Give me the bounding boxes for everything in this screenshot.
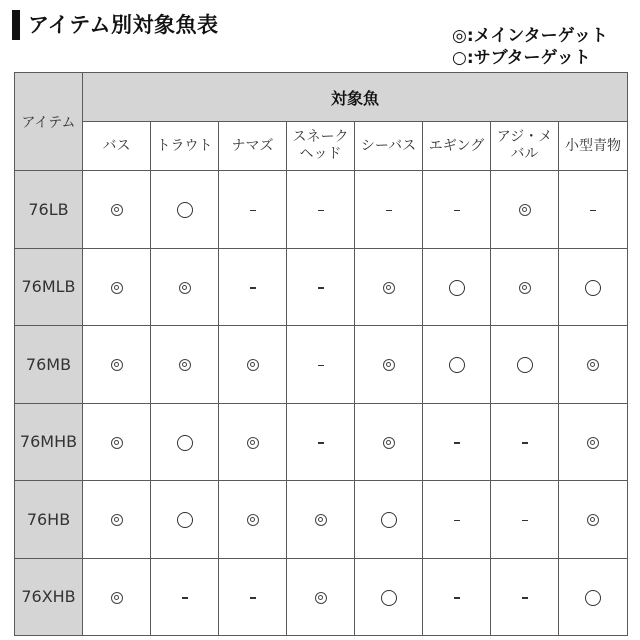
mark-value — [193, 510, 194, 511]
target-mark-cell — [491, 171, 559, 249]
circle-icon — [177, 435, 193, 451]
target-mark-cell — [491, 248, 559, 326]
target-mark-cell — [151, 248, 219, 326]
target-mark-cell — [287, 248, 355, 326]
double-circle-icon — [247, 359, 259, 371]
dash-icon — [454, 442, 460, 444]
mark-value — [123, 587, 124, 588]
target-mark-cell — [355, 171, 423, 249]
dash-icon — [318, 210, 324, 212]
dash-icon — [454, 520, 460, 522]
mark-value — [599, 432, 600, 433]
table-row — [15, 558, 628, 636]
target-mark-cell — [219, 558, 287, 636]
table-row — [15, 481, 628, 559]
target-mark-cell — [287, 403, 355, 481]
legend-main-target: ◎:メインターゲット — [452, 26, 608, 46]
target-mark-cell — [83, 403, 151, 481]
double-circle-icon — [247, 514, 259, 526]
page-title: アイテム別対象魚表 — [28, 13, 219, 37]
dash-icon — [454, 210, 460, 212]
item-name: 76LB — [15, 171, 83, 249]
mark-value — [193, 200, 194, 201]
mark-value — [392, 200, 393, 201]
target-mark-cell — [287, 558, 355, 636]
mark-value — [395, 277, 396, 278]
mark-value — [395, 432, 396, 433]
target-mark-cell — [559, 326, 628, 404]
mark-value — [188, 587, 189, 588]
double-circle-icon — [383, 359, 395, 371]
target-mark-cell — [287, 171, 355, 249]
mark-value — [256, 587, 257, 588]
item-name: 76MHB — [15, 403, 83, 481]
mark-value — [460, 432, 461, 433]
item-name: 76MLB — [15, 248, 83, 326]
mark-value — [531, 200, 532, 201]
mark-value — [259, 432, 260, 433]
mark-value — [460, 200, 461, 201]
double-circle-icon — [587, 514, 599, 526]
target-mark-cell — [559, 558, 628, 636]
mark-value — [531, 277, 532, 278]
target-mark-cell — [355, 481, 423, 559]
target-mark-cell — [559, 248, 628, 326]
table-row — [15, 248, 628, 326]
target-mark-cell — [151, 558, 219, 636]
double-circle-icon — [315, 592, 327, 604]
dash-icon — [522, 520, 528, 522]
mark-value — [193, 432, 194, 433]
mark-value — [465, 277, 466, 278]
target-mark-cell — [287, 481, 355, 559]
dash-icon — [522, 442, 528, 444]
mark-value — [460, 587, 461, 588]
circle-icon — [381, 512, 397, 528]
species-header: バス — [83, 122, 151, 171]
mark-value — [327, 587, 328, 588]
double-circle-icon — [179, 359, 191, 371]
table-row — [15, 171, 628, 249]
circle-icon — [449, 357, 465, 373]
target-mark-cell — [219, 403, 287, 481]
circle-icon — [177, 512, 193, 528]
mark-value — [460, 510, 461, 511]
double-circle-icon — [247, 437, 259, 449]
target-mark-cell — [423, 248, 491, 326]
double-circle-icon — [587, 359, 599, 371]
target-mark-cell — [151, 481, 219, 559]
target-mark-cell — [219, 171, 287, 249]
mark-value — [528, 510, 529, 511]
target-mark-cell — [83, 248, 151, 326]
species-header: エギング — [423, 122, 491, 171]
target-mark-cell — [423, 481, 491, 559]
double-circle-icon — [587, 437, 599, 449]
target-mark-cell — [559, 481, 628, 559]
target-mark-cell — [219, 248, 287, 326]
target-mark-cell — [423, 171, 491, 249]
circle-icon — [449, 280, 465, 296]
mark-value — [397, 587, 398, 588]
circle-icon — [585, 590, 601, 606]
mark-value — [528, 432, 529, 433]
dash-icon — [318, 287, 324, 289]
dash-icon — [182, 597, 188, 599]
double-circle-icon — [111, 514, 123, 526]
mark-value — [256, 200, 257, 201]
mark-value — [327, 510, 328, 511]
dash-icon — [250, 210, 256, 212]
circle-icon — [381, 590, 397, 606]
target-mark-cell — [83, 481, 151, 559]
species-header: 小型青物 — [559, 122, 628, 171]
target-mark-cell — [491, 403, 559, 481]
target-mark-cell — [83, 326, 151, 404]
target-mark-cell — [423, 403, 491, 481]
double-circle-icon — [111, 282, 123, 294]
double-circle-icon — [383, 282, 395, 294]
double-circle-icon — [315, 514, 327, 526]
mark-value — [528, 587, 529, 588]
mark-value — [259, 510, 260, 511]
species-header: ナマズ — [219, 122, 287, 171]
target-mark-cell — [83, 558, 151, 636]
mark-value — [256, 277, 257, 278]
species-header: アジ・メバル — [491, 122, 559, 171]
target-fish-group-header: 対象魚 — [83, 73, 628, 122]
circle-icon — [585, 280, 601, 296]
dash-icon — [590, 210, 596, 212]
mark-value — [324, 200, 325, 201]
mark-value — [123, 510, 124, 511]
mark-value — [397, 510, 398, 511]
legend-sub-target: ○:サブターゲット — [452, 48, 591, 68]
mark-value — [259, 355, 260, 356]
mark-value — [123, 277, 124, 278]
target-mark-cell — [151, 403, 219, 481]
double-circle-icon — [383, 437, 395, 449]
target-mark-cell — [355, 403, 423, 481]
circle-icon — [517, 357, 533, 373]
item-name: 76MB — [15, 326, 83, 404]
double-circle-icon — [111, 204, 123, 216]
double-circle-icon — [519, 204, 531, 216]
mark-value — [599, 510, 600, 511]
mark-value — [123, 355, 124, 356]
legend — [452, 25, 608, 69]
species-header: シーバス — [355, 122, 423, 171]
mark-value — [324, 277, 325, 278]
species-header: スネークヘッド — [287, 122, 355, 171]
dash-icon — [250, 597, 256, 599]
mark-value — [324, 432, 325, 433]
mark-value — [324, 355, 325, 356]
double-circle-icon — [179, 282, 191, 294]
mark-value — [395, 355, 396, 356]
mark-value — [191, 277, 192, 278]
item-column-header: アイテム — [15, 73, 83, 171]
mark-value — [596, 200, 597, 201]
mark-value — [123, 432, 124, 433]
dash-icon — [386, 210, 392, 212]
target-mark-cell — [355, 326, 423, 404]
target-mark-cell — [423, 558, 491, 636]
double-circle-icon — [111, 592, 123, 604]
target-mark-cell — [491, 326, 559, 404]
species-header: トラウト — [151, 122, 219, 171]
table-row — [15, 326, 628, 404]
item-name: 76HB — [15, 481, 83, 559]
dash-icon — [250, 287, 256, 289]
target-mark-cell — [491, 558, 559, 636]
target-mark-cell — [355, 558, 423, 636]
mark-value — [533, 355, 534, 356]
table-row — [15, 403, 628, 481]
dash-icon — [318, 442, 324, 444]
circle-icon — [177, 202, 193, 218]
item-name: 76XHB — [15, 558, 83, 636]
double-circle-icon — [111, 437, 123, 449]
mark-value — [601, 587, 602, 588]
target-mark-cell — [287, 326, 355, 404]
target-mark-cell — [151, 171, 219, 249]
target-mark-cell — [219, 481, 287, 559]
mark-value — [465, 355, 466, 356]
double-circle-icon — [519, 282, 531, 294]
target-mark-cell — [559, 403, 628, 481]
target-mark-cell — [151, 326, 219, 404]
target-mark-cell — [423, 326, 491, 404]
target-mark-cell — [491, 481, 559, 559]
title-accent-bar — [12, 10, 20, 40]
target-fish-table — [14, 72, 628, 636]
mark-value — [599, 355, 600, 356]
target-mark-cell — [559, 171, 628, 249]
target-mark-cell — [83, 171, 151, 249]
target-mark-cell — [355, 248, 423, 326]
dash-icon — [522, 597, 528, 599]
target-mark-cell — [219, 326, 287, 404]
dash-icon — [318, 365, 324, 367]
mark-value — [191, 355, 192, 356]
double-circle-icon — [111, 359, 123, 371]
mark-value — [123, 200, 124, 201]
mark-value — [601, 277, 602, 278]
dash-icon — [454, 597, 460, 599]
